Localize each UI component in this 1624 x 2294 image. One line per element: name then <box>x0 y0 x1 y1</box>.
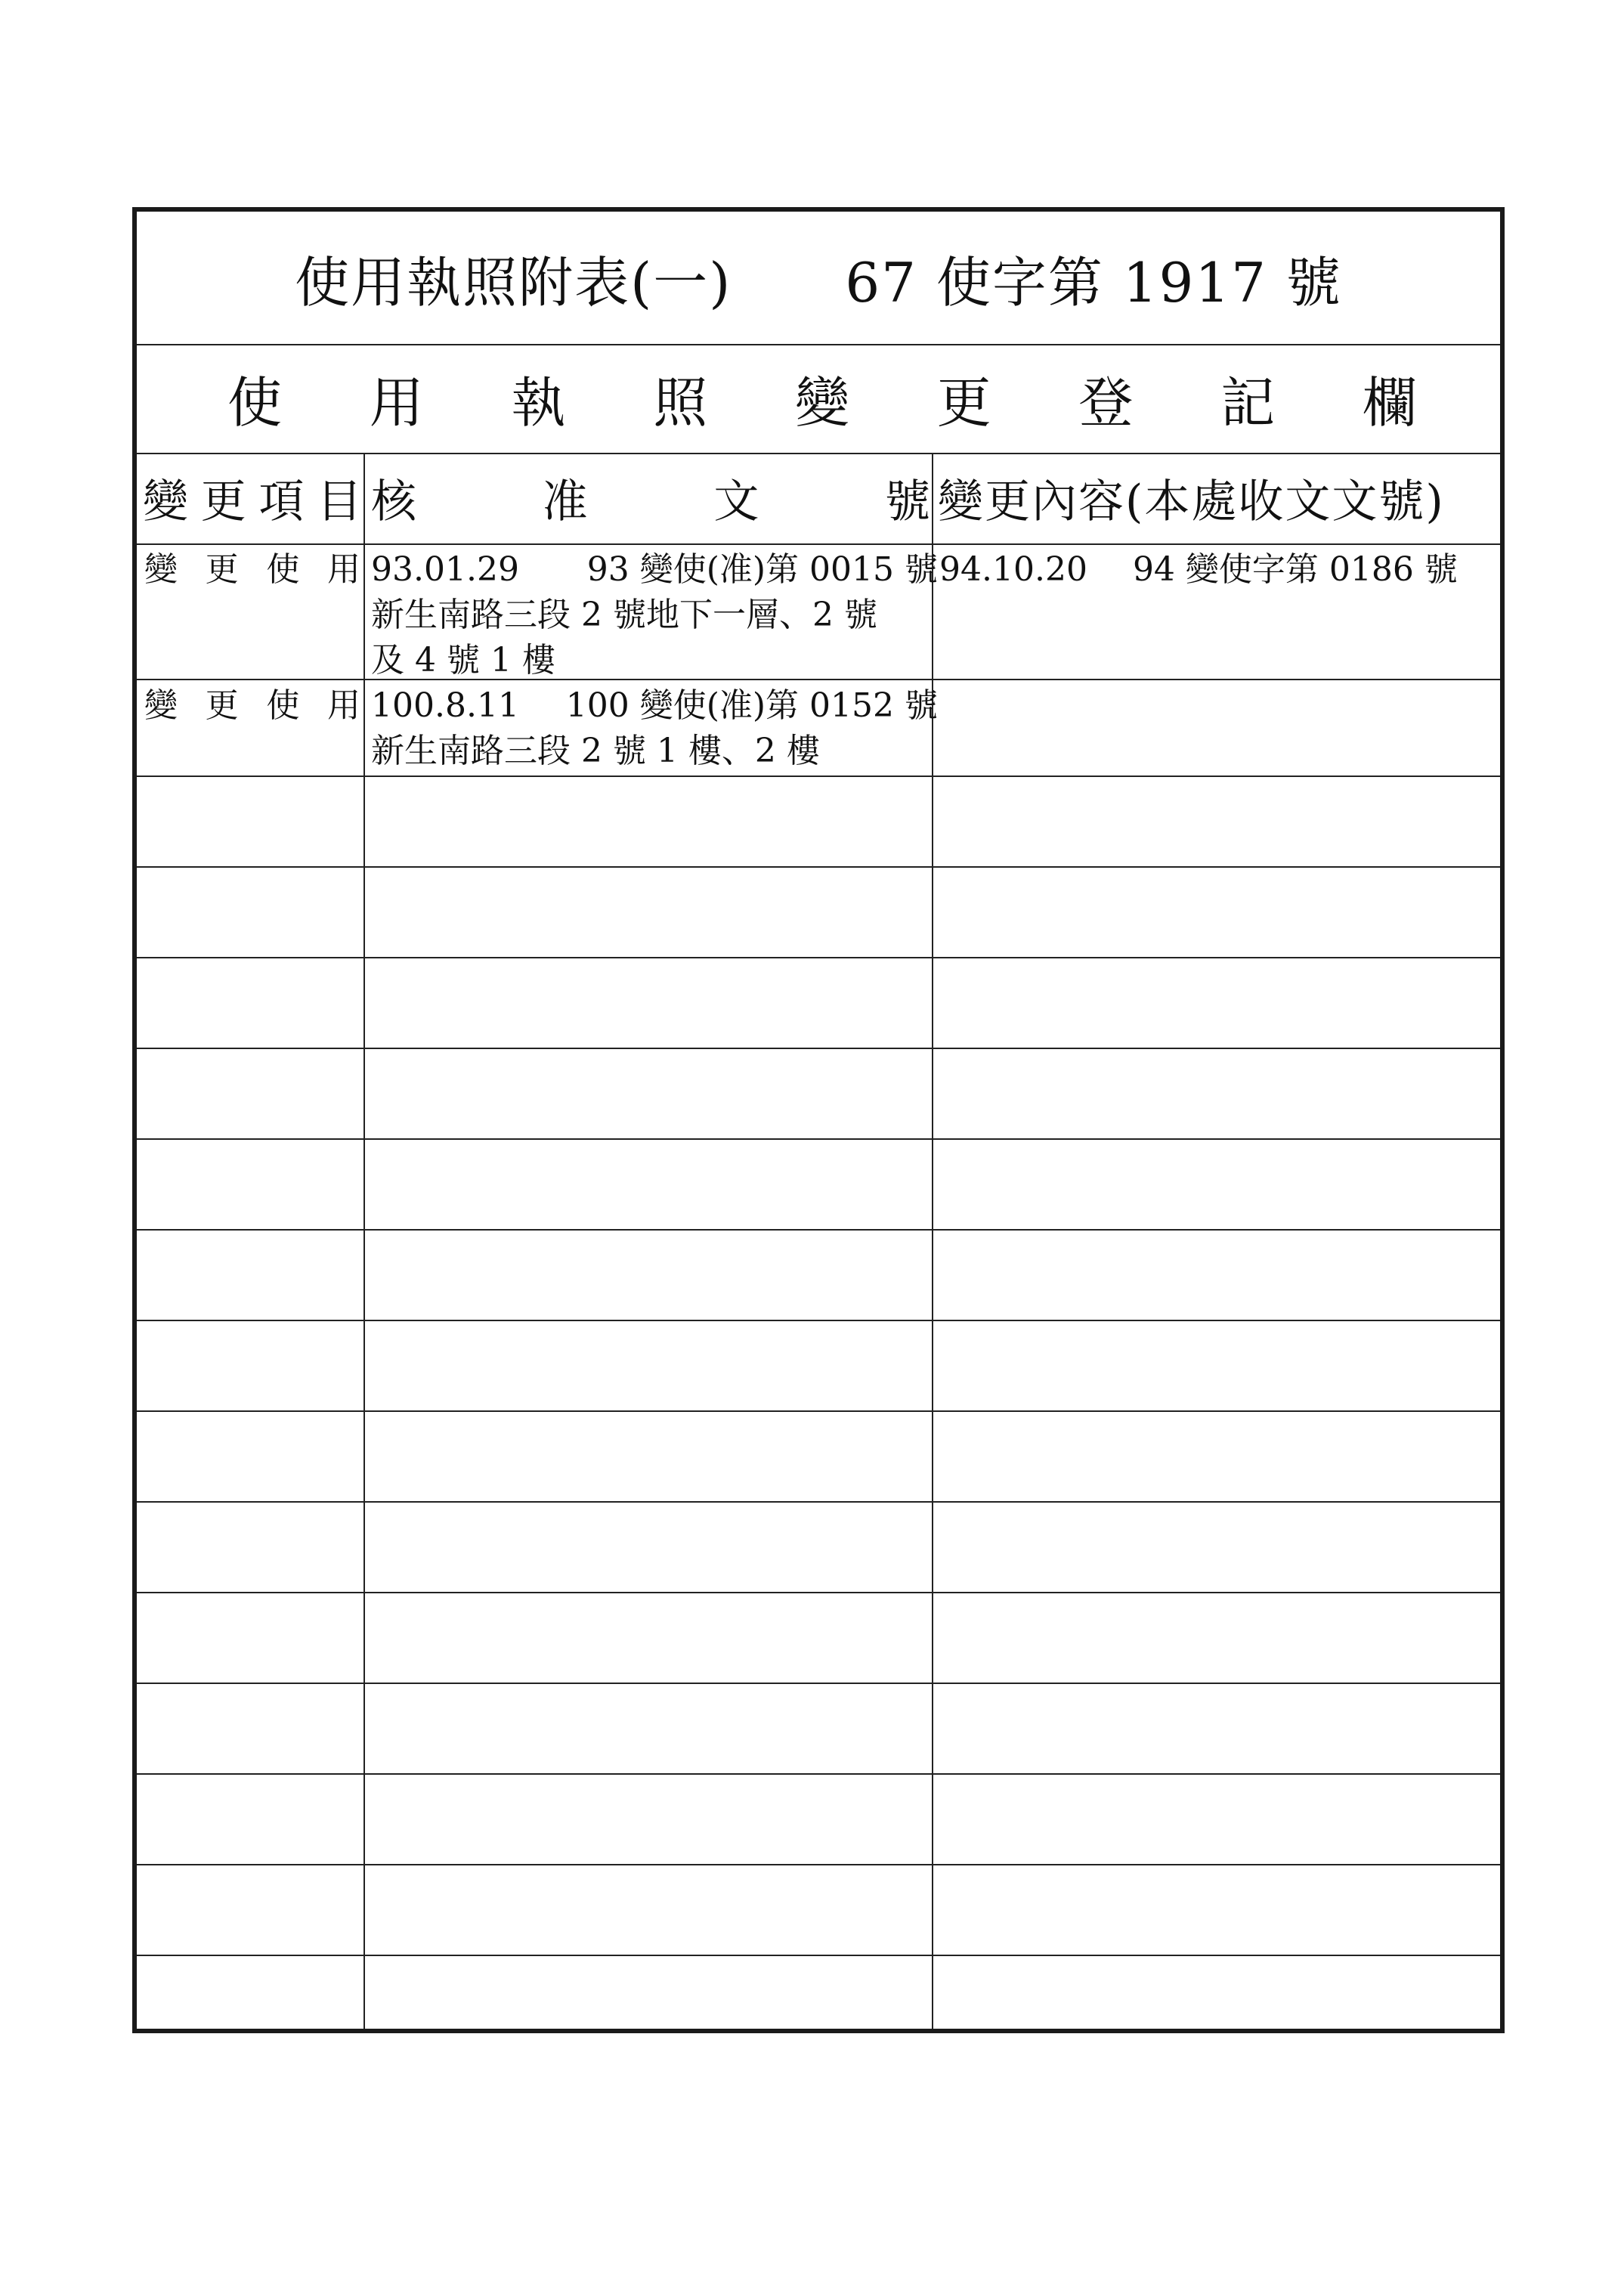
title-license-number: 67 使字第 1917 號 <box>845 250 1342 314</box>
header-approval-number: 核 准 文 號 <box>371 475 930 528</box>
column-header-row <box>137 453 1500 543</box>
row2-approval <box>371 683 938 774</box>
banner-char: 用 <box>369 371 424 435</box>
row1-address-line: 及 4 號 1 樓 <box>371 641 555 680</box>
empty-row-line <box>137 1138 1500 1140</box>
license-table <box>132 207 1505 2033</box>
empty-row-line <box>137 1229 1500 1231</box>
row2-approval-date: 100.8.11 <box>371 686 519 725</box>
banner-char: 使 <box>227 371 283 435</box>
empty-row-line <box>137 1683 1500 1684</box>
banner-char: 欄 <box>1362 371 1417 435</box>
row1-item: 變 更 使 用 <box>144 550 360 589</box>
empty-row-line <box>137 1048 1500 1049</box>
empty-row-line <box>137 1320 1500 1321</box>
banner-char: 執 <box>511 371 566 435</box>
header-change-content: 變更內容(本處收文文號) <box>938 475 1445 528</box>
empty-row-line <box>137 1501 1500 1503</box>
row1-content-date: 94.10.20 <box>939 550 1087 589</box>
row1-approval-no: 93 變使(准)第 0015 號 <box>586 550 938 589</box>
row1-address-line: 新生南路三段 2 號地下一層、2 號 <box>371 596 877 634</box>
banner-char: 登 <box>1078 371 1134 435</box>
empty-row-line <box>137 1592 1500 1593</box>
row1-content <box>939 547 1499 593</box>
row1-approval <box>371 547 938 683</box>
row1-content-no: 94 變使字第 0186 號 <box>1132 550 1458 589</box>
empty-row-line <box>137 866 1500 868</box>
empty-row-line <box>137 1773 1500 1775</box>
row2-address-line: 新生南路三段 2 號 1 樓、2 樓 <box>371 732 820 770</box>
empty-row-line <box>137 1864 1500 1865</box>
empty-row-line <box>137 1410 1500 1412</box>
banner-char: 變 <box>794 371 849 435</box>
banner-char: 記 <box>1220 371 1276 435</box>
title-left: 使用執照附表(一) <box>295 250 732 314</box>
row2-approval-no: 100 變使(准)第 0152 號 <box>565 686 938 725</box>
row1-approval-date: 93.01.29 <box>371 550 519 589</box>
banner-char: 更 <box>936 371 991 435</box>
row2-item: 變 更 使 用 <box>144 686 360 725</box>
banner-char: 照 <box>653 371 708 435</box>
empty-row-line <box>137 957 1500 958</box>
header-change-item: 變 更 項 目 <box>143 475 362 528</box>
document-title <box>137 212 1500 344</box>
empty-row-line <box>137 1955 1500 1956</box>
section-banner <box>137 344 1500 453</box>
